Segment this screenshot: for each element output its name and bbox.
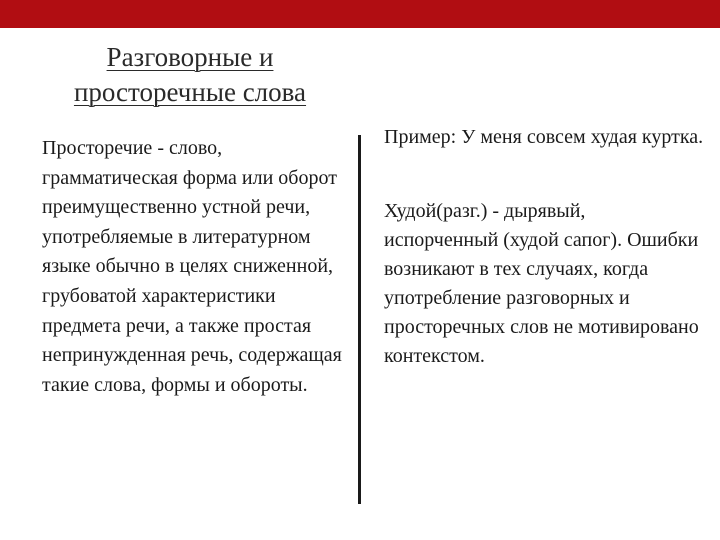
example-explanation: Худой(разг.) - дырявый, испорченный (худой сапог). Ошибки возникают в тех случаях, когда употребление разговорных и просторечных слов не мотивировано контекстом. — [384, 200, 699, 367]
slide-title-line-2: просторечные слова — [73, 77, 307, 107]
column-divider — [358, 135, 361, 504]
definition-text: Просторечие - слово, грамматическая форма или оборот преимущественно устной речи, употребляемые в литературном языке обычно в целях сниженной, грубоватой характеристики предмета речи, а также простая непринужденная речь, содержащая такие слова, формы и обороты. — [42, 137, 342, 396]
example-column — [384, 123, 704, 371]
slide-title — [40, 40, 340, 110]
top-accent-band — [0, 0, 720, 28]
example-sentence: Пример: У меня совсем худая куртка. — [384, 126, 704, 148]
slide-title-line-1: Разговорные и — [106, 42, 274, 72]
